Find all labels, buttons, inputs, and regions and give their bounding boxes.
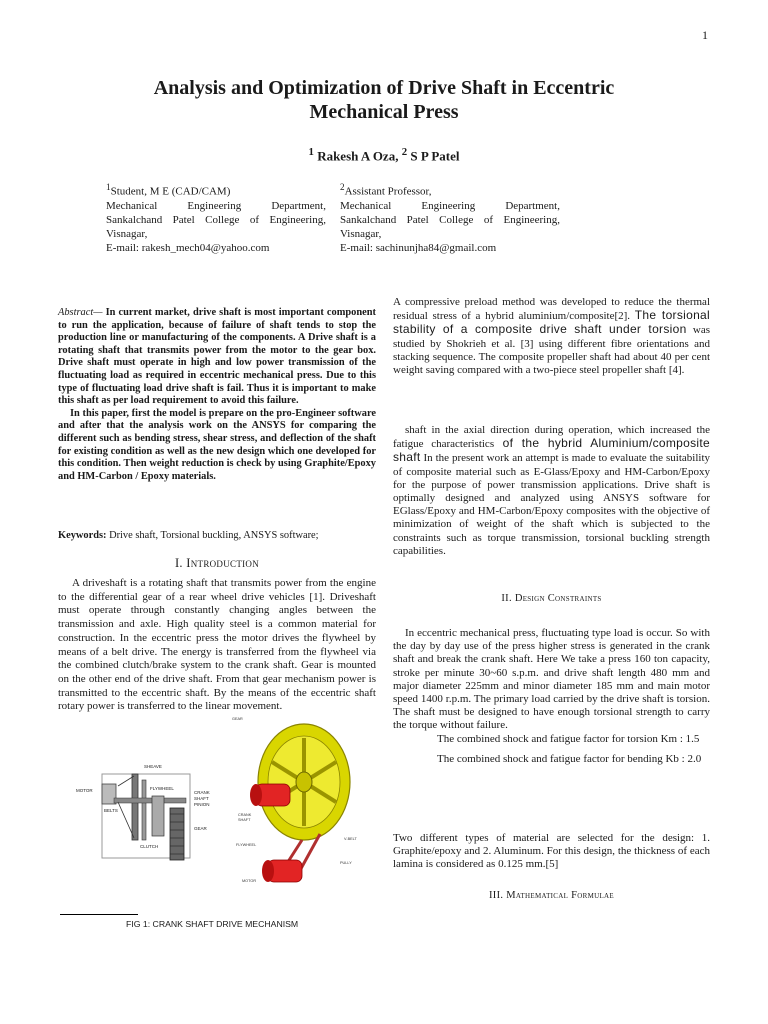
figure-crank-drive-schematic xyxy=(74,760,224,870)
label-sheave: SHEAVE xyxy=(144,764,162,769)
affiliation-left xyxy=(106,180,326,256)
author2-superscript: 2 xyxy=(401,146,408,158)
footnote-rule xyxy=(60,914,138,915)
introduction-paragraph: A driveshaft is a rotating shaft that transmits power from the engine to the differential gear of a rear wheel drive vehicles [1]. Driveshaft must operate through constantly changing angles between the transmission and axle. High quality steel is a common material for construction. In the eccentric press the motor drives the flywheel by means of a belt drive. The energy is transferred from the flywheel via the combined clutch/brake system to the crank shaft. Gear is mounted on the other end of the drive shaft. From that gear mechanism power is transmitted to the eccentric shaft. By the means of the eccentric shaft rotary power is transferred to the linear movement. xyxy=(58,577,376,713)
keywords-text: Drive shaft, Torsional buckling, ANSYS software; xyxy=(106,530,319,541)
label-clutch: CLUTCH xyxy=(140,844,159,849)
affiliation-right xyxy=(340,180,560,256)
affiliation-left-line3: Sankalchand Patel College of Engineering, xyxy=(106,214,326,227)
right-p2-part-c: In the present work an attempt is made to evaluate the suitability of composite material such as E-Glass/Epoxy and HM-Carbon/Epoxy for the purpose of power transmission applications. Drive shaft is optimally designed and analyzed using ANSYS software for EGlass/Epoxy and HM-Carbon/Epoxy composites with the objective of minimization of weight of the shaft which is subjected to the constraints such as torque transmission, torsional buckling strength capabilities. xyxy=(393,452,710,557)
materials-paragraph: Two different types of material are selected for the design: 1. Graphite/epoxy and 2. Aluminum. For this design, the thickness of each lamina is considered as 0.125 mm.[5] xyxy=(393,832,710,871)
figure-caption: FIG 1: CRANK SHAFT DRIVE MECHANISM xyxy=(126,919,299,929)
label-shaft: SHAFT xyxy=(194,796,209,801)
affiliation-left-sup: 1 xyxy=(106,182,111,192)
label-motor: MOTOR xyxy=(76,788,93,793)
right-paragraph-2 xyxy=(393,424,710,558)
affiliation-right-line3: Sankalchand Patel College of Engineering, xyxy=(340,214,560,227)
label-pinion: PINION xyxy=(194,802,210,807)
section-heading-mathematical-formulae: III. Mathematical Formulae xyxy=(489,890,614,901)
abstract-paragraph-2: In this paper, first the model is prepare on the pro-Engineer software and after that the analysis work on the ANSYS for comparing the different such as bending stress, shear stress, and deflection of the shaft for existing condition as well as the new design which one developed for this condition. Then weight reduction is check by using Graphite/Epoxy and HM-Carbon / Epoxy materials. xyxy=(58,407,376,482)
section-heading-design-constraints: II. Design Constraints xyxy=(501,593,602,604)
label-3d-flywheel: FLYWHEEL xyxy=(236,843,257,847)
affiliation-left-line1: Student, M E (CAD/CAM) xyxy=(110,185,231,198)
label-gear: GEAR xyxy=(194,826,207,831)
affiliation-right-sup: 2 xyxy=(340,182,345,192)
abstract-label: Abstract— xyxy=(58,307,103,318)
design-constraints-paragraph: In eccentric mechanical press, fluctuating type load is occur. So with the day by day use of the press higher stress is generated in the crank shaft and break the crank shaft. Here We take a press 160 ton capacity, stroke per minute 30~60 s.p.m. and drive shaft length 480 mm and major diameter 225mm and minor diameter 185 mm and main motor speed 1400 r.p.m. The primary load carried by the drive shaft is torsion. The shaft must be designed to have enough torsional strength to carry the torque without failure. xyxy=(393,627,710,732)
bending-factor-text: The combined shock and fatigue factor for bending Kb : 2.0 xyxy=(437,752,702,765)
label-3d-crank: CRANK xyxy=(238,813,252,817)
label-3d-pully: PULLY xyxy=(340,861,352,865)
affiliation-right-line4: Visnagar, xyxy=(340,228,382,241)
label-3d-gear: GEAR xyxy=(232,717,243,721)
right-p1-part-a: A compressive preload method was developed to reduce the thermal residual stress of a hybrid aluminium/composite[2]. xyxy=(393,296,710,323)
author1-name: Rakesh A Oza, xyxy=(313,148,402,164)
right-paragraph-1 xyxy=(393,296,710,377)
author1-superscript: 1 xyxy=(308,146,314,158)
affiliation-left-email: E-mail: rakesh_mech04@yahoo.com xyxy=(106,242,270,255)
section-heading-introduction: I. Introduction xyxy=(174,556,260,570)
label-3d-shaft: SHAFT xyxy=(238,818,251,822)
affiliation-left-line2: Mechanical Engineering Department, xyxy=(106,199,326,212)
paper-title xyxy=(70,76,698,124)
right-design-constraints xyxy=(393,627,710,766)
affiliation-right-line1: Assistant Professor, xyxy=(344,185,432,198)
title-line-2: Mechanical Press xyxy=(309,101,459,123)
figure-flywheel-3d xyxy=(228,712,368,888)
abstract-paragraph-1: In current market, drive shaft is most important component to run the application, because of failure of shaft tends to stop the production line or manufacturing of the components. A Drive shaft is a rotating shaft that transmits power from the motor to the gear box. Drive shaft must operate in high and low power transmission of the fluctuating load as required in eccentric mechanical press. Due to this type of fluctuating load drive shaft is fail. Thus it is important to make this shaft as per load requirement to avoid this failure. xyxy=(58,307,376,407)
right-materials xyxy=(393,832,710,872)
title-line-1: Analysis and Optimization of Drive Shaft in Eccentric xyxy=(153,77,615,99)
label-flywheel: FLYWHEEL xyxy=(150,786,174,791)
right-p1-part-c: was studied by Shokrieh et al. [3] using different fibre orientations and stacking sequence. The composite propeller shaft had about 40 per cent weight saving compared with a two-piece steel propeller shaft [4]. xyxy=(393,324,710,377)
keywords-label: Keywords: xyxy=(58,530,107,541)
introduction-body xyxy=(58,577,376,714)
author2-name: S P Patel xyxy=(407,148,460,164)
affiliation-left-line4: Visnagar, xyxy=(106,228,148,241)
keywords xyxy=(58,530,376,541)
affiliation-right-email: E-mail: sachinunjha84@gmail.com xyxy=(340,242,497,255)
label-belts: BELTS xyxy=(104,808,118,813)
abstract xyxy=(58,307,376,483)
affiliation-right-line2: Mechanical Engineering Department, xyxy=(340,199,560,212)
right-p2-part-a: shaft in the axial direction during operation, which increased the fatigue characteristics xyxy=(393,424,710,451)
right-p2-part-b: of the hybrid Aluminium/composite shaft xyxy=(393,436,710,465)
label-crank: CRANK xyxy=(194,790,210,795)
torsion-factor-text: The combined shock and fatigue factor for torsion Km : 1.5 xyxy=(437,732,700,745)
author-list xyxy=(0,146,768,164)
label-3d-vbelt: V-BELT xyxy=(344,837,357,841)
right-p1-part-b: The torsional stability of a composite drive shaft under torsion xyxy=(393,308,710,337)
label-3d-motor: MOTOR xyxy=(242,879,257,883)
page-number: 1 xyxy=(702,28,708,42)
